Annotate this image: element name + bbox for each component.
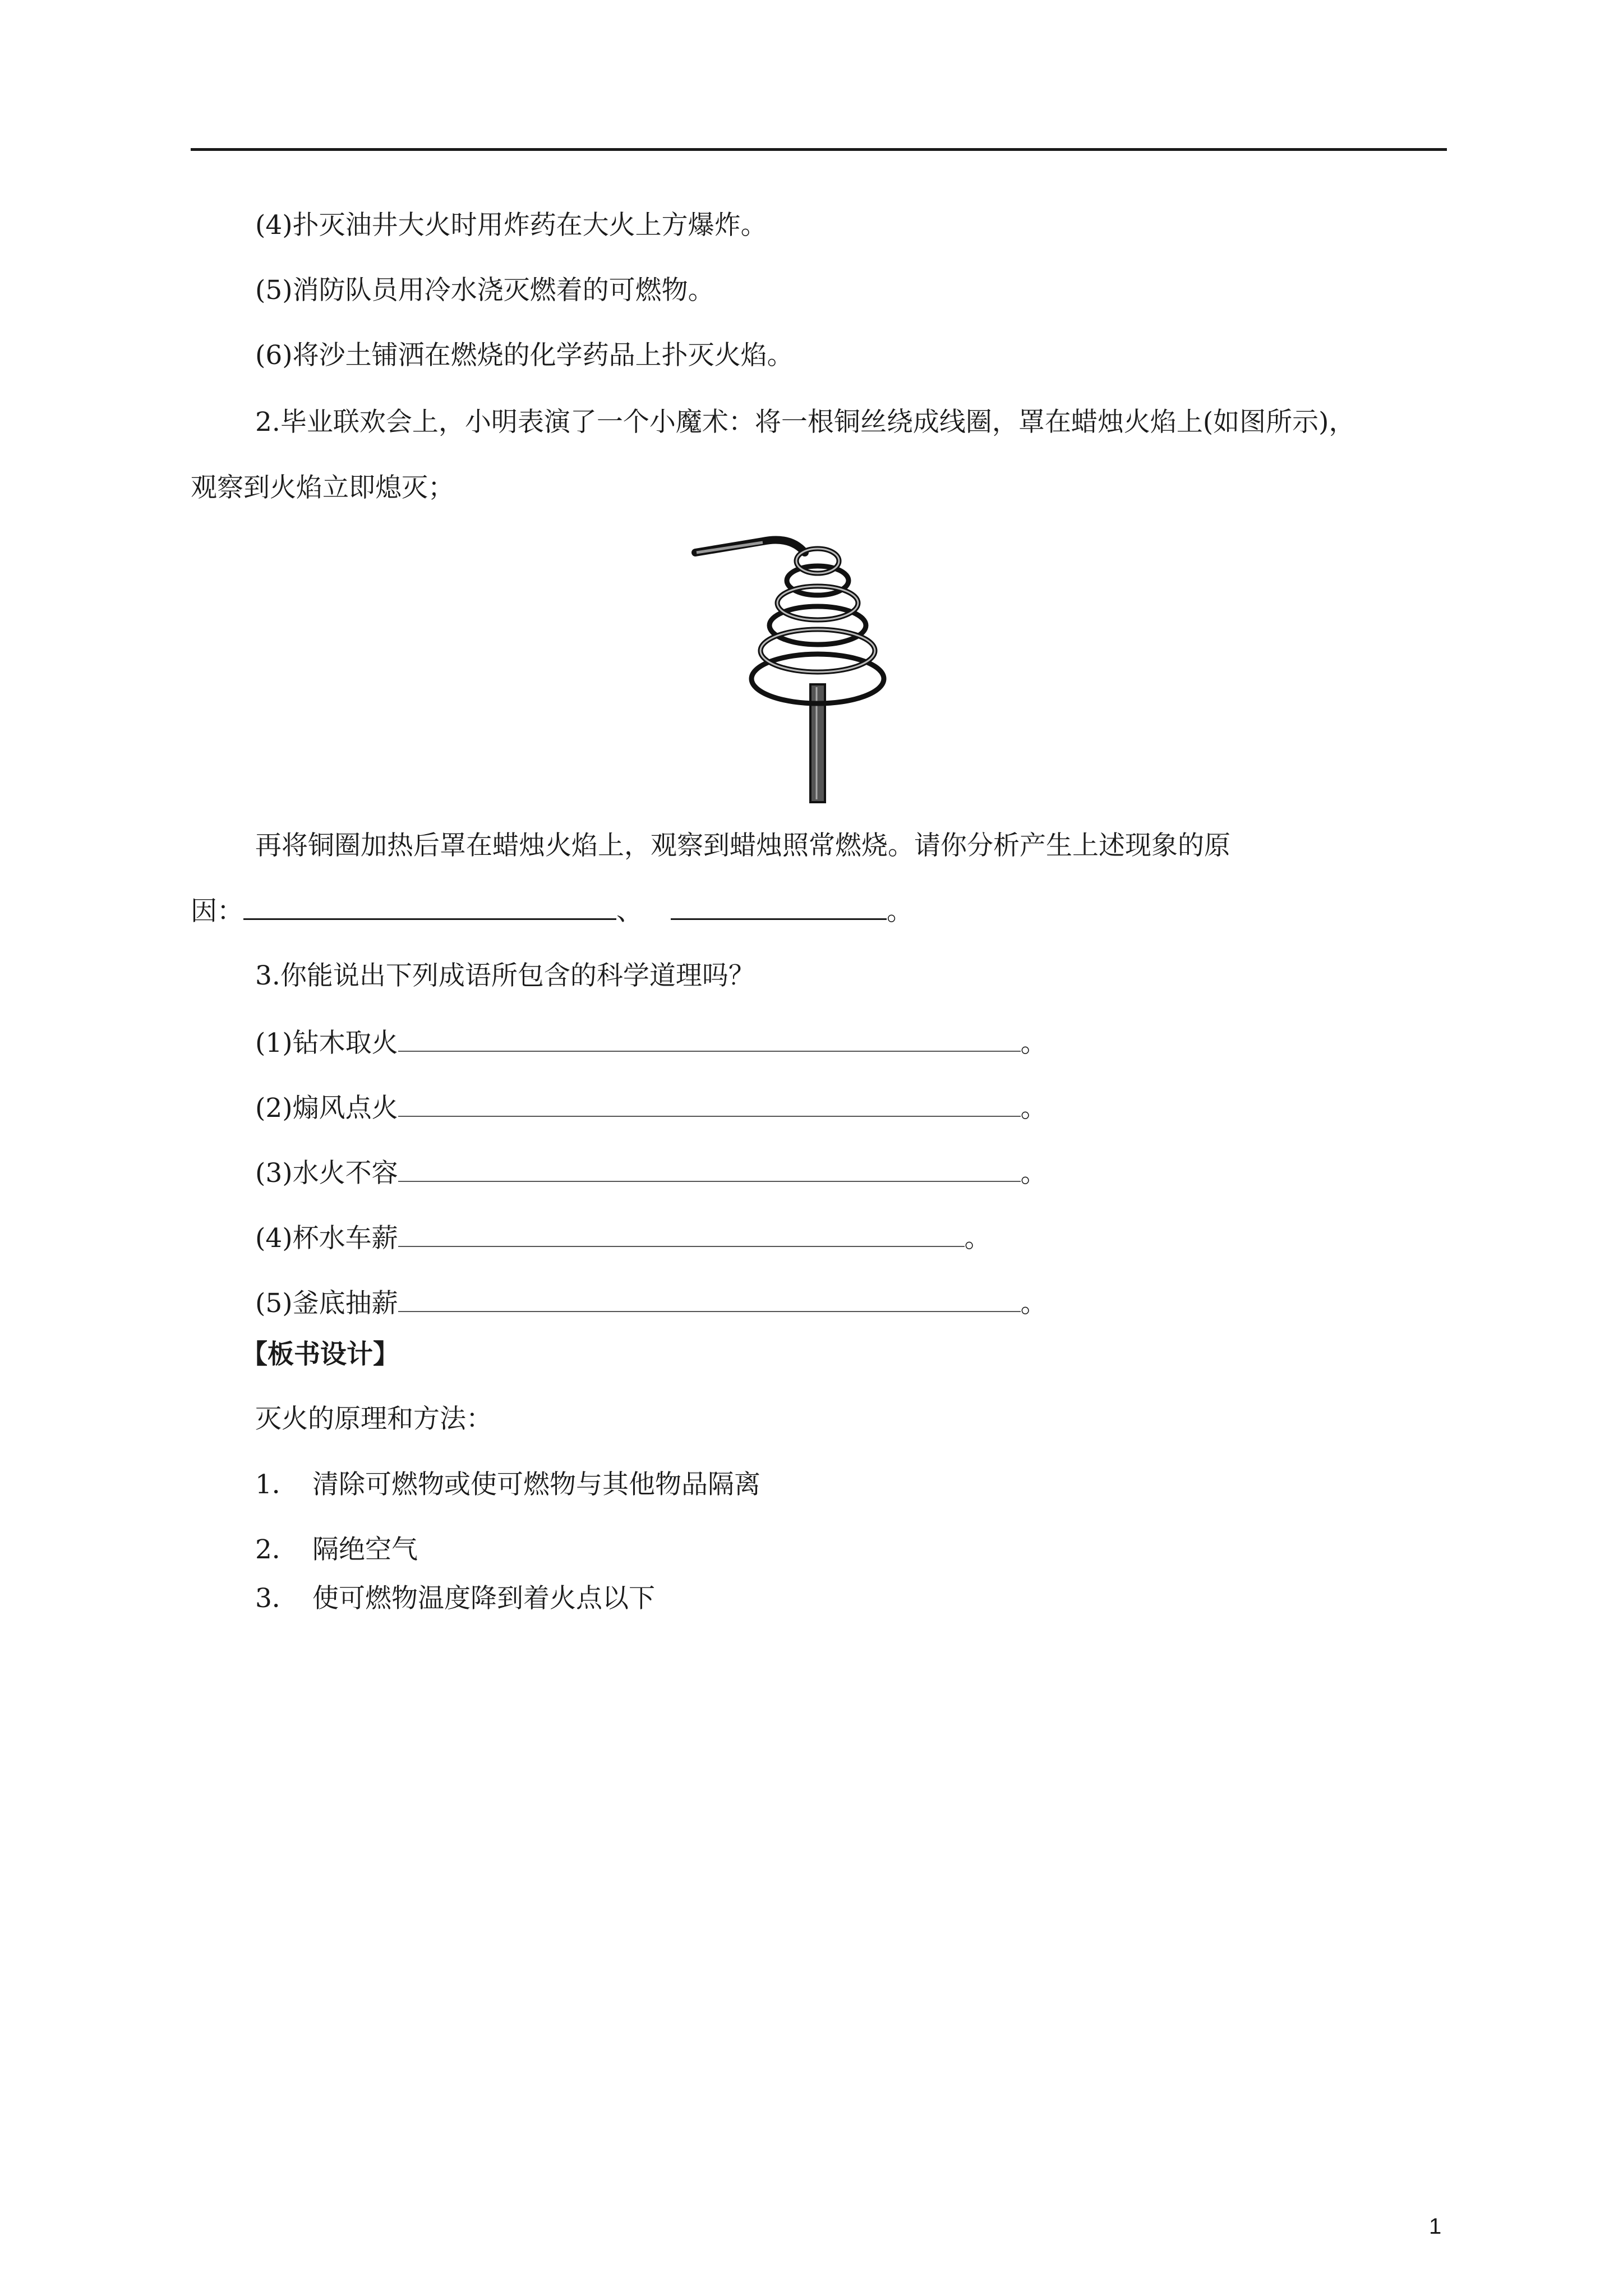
board-item-text: 隔绝空气 [312,1534,418,1565]
answer-end: 。 [887,896,913,927]
board-item-text: 使可燃物温度降到着火点以下 [312,1583,655,1614]
answer-blank-2[interactable] [671,896,887,920]
idiom-item-1 [255,1027,1047,1060]
copper-coil-candle-figure [684,536,897,805]
idiom-answer-blank[interactable] [398,1028,1021,1052]
idiom-item-2 [255,1092,1047,1125]
idiom-item-3 [255,1157,1047,1190]
idiom-label: (2)煽风点火 [255,1093,398,1124]
idiom-label: (1)钻木取火 [255,1028,398,1059]
answer-separator: 、 [616,896,643,927]
board-item-number: 1． [255,1469,298,1500]
board-item-number: 2． [255,1534,298,1565]
question-2-line-3: 再将铜圈加热后罩在蜡烛火焰上，观察到蜡烛照常燃烧。请你分析产生上述现象的原 [255,830,1230,861]
idiom-label: (4)杯水车薪 [255,1223,398,1254]
idiom-end: 。 [1020,1288,1047,1319]
item-5: (5)消防队员用冷水浇灭燃着的可燃物。 [255,275,714,306]
header-rule [191,148,1447,151]
idiom-end: 。 [1020,1158,1047,1189]
idiom-label: (5)釜底抽薪 [255,1288,398,1319]
idiom-end: 。 [1020,1093,1047,1124]
answer-blank-1[interactable] [243,896,616,920]
idiom-answer-blank[interactable] [398,1289,1021,1312]
idiom-item-4 [255,1222,991,1255]
question-3-title: 3.你能说出下列成语所包含的科学道理吗？ [255,960,755,991]
copper-coil [751,549,884,703]
item-4: (4)扑灭油井大火时用炸药在大火上方爆炸。 [255,210,767,241]
answer-prefix: 因： [191,896,243,927]
page-number: 1 [1429,2214,1442,2239]
board-design-heading: 【板书设计】 [241,1339,399,1370]
board-item-1 [255,1468,760,1502]
idiom-end: 。 [1020,1028,1047,1059]
board-item-number: 3． [255,1583,298,1614]
item-6: (6)将沙土铺洒在燃烧的化学药品上扑灭火焰。 [255,340,794,371]
question-2-line-2: 观察到火焰立即熄灭； [191,472,454,503]
idiom-label: (3)水火不容 [255,1158,398,1189]
question-2-line-1: 2.毕业联欢会上，小明表演了一个小魔术：将一根铜丝绕成线圈，罩在蜡烛火焰上(如图所示)， [255,407,1355,438]
board-item-2 [255,1533,418,1567]
question-2-line-4 [191,895,913,928]
board-item-3 [255,1582,655,1616]
idiom-item-5 [255,1287,1047,1320]
board-item-text: 清除可燃物或使可燃物与其他物品隔离 [312,1469,760,1500]
board-design-subtitle: 灭火的原理和方法： [255,1404,492,1434]
idiom-end: 。 [964,1223,991,1254]
idiom-answer-blank[interactable] [398,1223,965,1247]
idiom-answer-blank[interactable] [398,1158,1021,1182]
idiom-answer-blank[interactable] [398,1093,1021,1117]
